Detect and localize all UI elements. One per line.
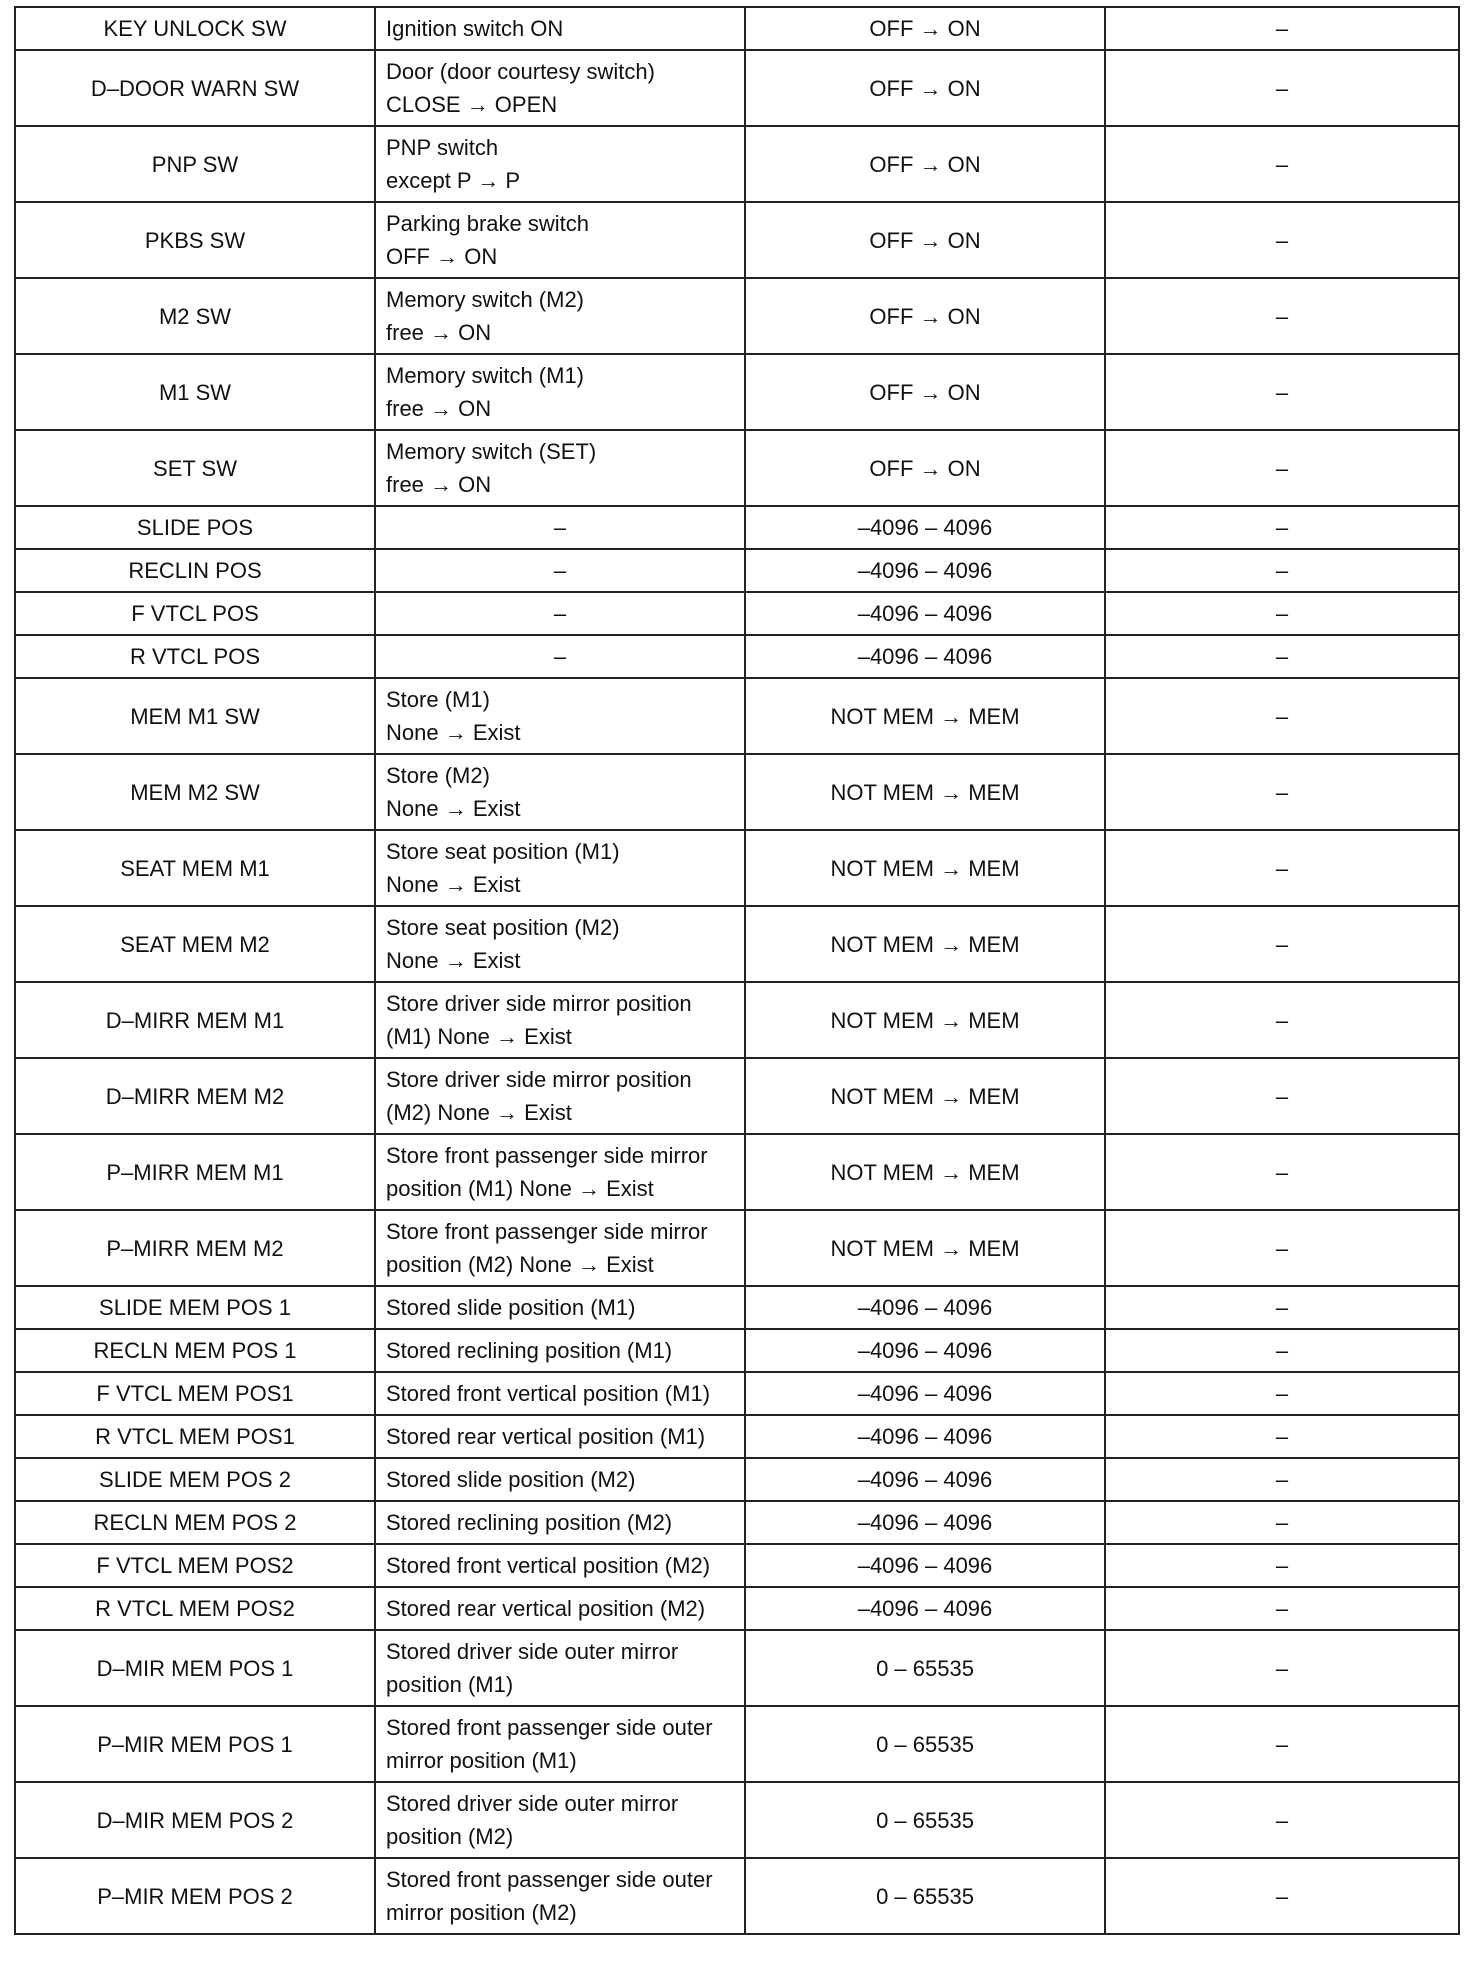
diagnostic-note-cell: – xyxy=(1105,1415,1459,1458)
item-name-cell: SEAT MEM M1 xyxy=(15,830,375,906)
range-cell: –4096 – 4096 xyxy=(745,1415,1105,1458)
table-row xyxy=(15,1587,1459,1630)
measurement-item-cell xyxy=(375,1458,745,1501)
item-name-cell: M2 SW xyxy=(15,278,375,354)
measurement-item-cell xyxy=(375,506,745,549)
measurement-item-line: except P → P xyxy=(386,168,521,193)
measurement-item-line: PNP switch xyxy=(386,135,499,160)
diagnostic-note-cell: – xyxy=(1105,1544,1459,1587)
measurement-item-line: Stored slide position (M1) xyxy=(386,1295,636,1320)
table-row xyxy=(15,1782,1459,1858)
diagnostic-note-cell: – xyxy=(1105,906,1459,982)
measurement-item-cell xyxy=(375,1210,745,1286)
diagnostic-note-cell: – xyxy=(1105,1458,1459,1501)
table-row xyxy=(15,678,1459,754)
item-name-cell: D–MIRR MEM M2 xyxy=(15,1058,375,1134)
measurement-item-cell xyxy=(375,1587,745,1630)
range-cell: –4096 – 4096 xyxy=(745,1329,1105,1372)
measurement-item-line: Stored reclining position (M1) xyxy=(386,1338,673,1363)
diagnostic-note-cell: – xyxy=(1105,982,1459,1058)
measurement-item-cell xyxy=(375,430,745,506)
measurement-item-line: None → Exist xyxy=(386,720,521,745)
measurement-item-cell xyxy=(375,549,745,592)
measurement-item-cell xyxy=(375,1286,745,1329)
measurement-item-line: free → ON xyxy=(386,472,492,497)
diagnostic-note-cell: – xyxy=(1105,1782,1459,1858)
table-row xyxy=(15,1458,1459,1501)
measurement-item-cell xyxy=(375,1058,745,1134)
range-cell: OFF → ON xyxy=(745,202,1105,278)
range-cell: 0 – 65535 xyxy=(745,1706,1105,1782)
range-cell: 0 – 65535 xyxy=(745,1782,1105,1858)
table-row xyxy=(15,635,1459,678)
range-cell: –4096 – 4096 xyxy=(745,1501,1105,1544)
measurement-item-line: – xyxy=(553,558,567,583)
measurement-item-line: Stored front passenger side outer xyxy=(386,1715,713,1740)
measurement-item-line: Stored rear vertical position (M1) xyxy=(386,1424,706,1449)
measurement-item-cell xyxy=(375,1134,745,1210)
range-cell: OFF → ON xyxy=(745,278,1105,354)
item-name-cell: MEM M1 SW xyxy=(15,678,375,754)
item-name-cell: R VTCL MEM POS1 xyxy=(15,1415,375,1458)
diagnostic-note-cell: – xyxy=(1105,635,1459,678)
item-name-cell: SLIDE MEM POS 1 xyxy=(15,1286,375,1329)
measurement-item-line: Stored driver side outer mirror xyxy=(386,1791,679,1816)
measurement-item-line: Parking brake switch xyxy=(386,211,589,236)
diagnostic-note-cell: – xyxy=(1105,202,1459,278)
measurement-item-line: Stored reclining position (M2) xyxy=(386,1510,673,1535)
measurement-item-cell xyxy=(375,7,745,50)
table-row xyxy=(15,1630,1459,1706)
diagnostic-note-cell: – xyxy=(1105,506,1459,549)
range-cell: 0 – 65535 xyxy=(745,1630,1105,1706)
item-name-cell: D–DOOR WARN SW xyxy=(15,50,375,126)
diagnostic-note-cell: – xyxy=(1105,1210,1459,1286)
measurement-item-line: None → Exist xyxy=(386,872,521,897)
measurement-item-cell xyxy=(375,1329,745,1372)
measurement-item-line: Store seat position (M1) xyxy=(386,839,620,864)
measurement-item-line: Stored slide position (M2) xyxy=(386,1467,636,1492)
measurement-item-line: – xyxy=(553,515,567,540)
item-name-cell: D–MIR MEM POS 2 xyxy=(15,1782,375,1858)
item-name-cell: SEAT MEM M2 xyxy=(15,906,375,982)
data-list-table xyxy=(14,6,1460,1935)
diagnostic-note-cell: – xyxy=(1105,830,1459,906)
measurement-item-line: Store driver side mirror position xyxy=(386,1067,692,1092)
diagnostic-note-cell: – xyxy=(1105,1630,1459,1706)
range-cell: NOT MEM → MEM xyxy=(745,1210,1105,1286)
measurement-item-line: Store front passenger side mirror xyxy=(386,1219,708,1244)
measurement-item-line: Memory switch (M1) xyxy=(386,363,585,388)
diagnostic-note-cell: – xyxy=(1105,7,1459,50)
diagnostic-note-cell: – xyxy=(1105,592,1459,635)
measurement-item-cell xyxy=(375,50,745,126)
measurement-item-line: Ignition switch ON xyxy=(386,16,564,41)
range-cell: –4096 – 4096 xyxy=(745,592,1105,635)
item-name-cell: MEM M2 SW xyxy=(15,754,375,830)
item-name-cell: RECLN MEM POS 1 xyxy=(15,1329,375,1372)
table-row xyxy=(15,549,1459,592)
table-row xyxy=(15,1544,1459,1587)
measurement-item-line: – xyxy=(553,644,567,669)
table-row xyxy=(15,278,1459,354)
measurement-item-line: Store front passenger side mirror xyxy=(386,1143,708,1168)
measurement-item-cell xyxy=(375,982,745,1058)
item-name-cell: M1 SW xyxy=(15,354,375,430)
range-cell: NOT MEM → MEM xyxy=(745,1134,1105,1210)
diagnostic-note-cell: – xyxy=(1105,549,1459,592)
range-cell: –4096 – 4096 xyxy=(745,635,1105,678)
measurement-item-cell xyxy=(375,1782,745,1858)
range-cell: NOT MEM → MEM xyxy=(745,678,1105,754)
measurement-item-cell xyxy=(375,202,745,278)
table-row xyxy=(15,1415,1459,1458)
measurement-item-cell xyxy=(375,635,745,678)
item-name-cell: R VTCL MEM POS2 xyxy=(15,1587,375,1630)
measurement-item-line: None → Exist xyxy=(386,796,521,821)
table-row xyxy=(15,1858,1459,1934)
measurement-item-cell xyxy=(375,1858,745,1934)
item-name-cell: RECLN MEM POS 2 xyxy=(15,1501,375,1544)
range-cell: NOT MEM → MEM xyxy=(745,982,1105,1058)
measurement-item-line: mirror position (M2) xyxy=(386,1900,577,1925)
range-cell: –4096 – 4096 xyxy=(745,1544,1105,1587)
table-row xyxy=(15,1329,1459,1372)
measurement-item-line: Store driver side mirror position xyxy=(386,991,692,1016)
measurement-item-line: Stored driver side outer mirror xyxy=(386,1639,679,1664)
item-name-cell: SET SW xyxy=(15,430,375,506)
measurement-item-line: Store (M1) xyxy=(386,687,490,712)
range-cell: NOT MEM → MEM xyxy=(745,906,1105,982)
range-cell: OFF → ON xyxy=(745,430,1105,506)
range-cell: –4096 – 4096 xyxy=(745,1286,1105,1329)
measurement-item-cell xyxy=(375,754,745,830)
table-body xyxy=(15,7,1459,1934)
diagnostic-note-cell: – xyxy=(1105,754,1459,830)
diagnostic-note-cell: – xyxy=(1105,278,1459,354)
measurement-item-cell xyxy=(375,592,745,635)
range-cell: OFF → ON xyxy=(745,126,1105,202)
measurement-item-line: position (M1) None → Exist xyxy=(386,1176,654,1201)
measurement-item-cell xyxy=(375,126,745,202)
item-name-cell: RECLIN POS xyxy=(15,549,375,592)
table-row xyxy=(15,1501,1459,1544)
diagnostic-note-cell: – xyxy=(1105,1372,1459,1415)
diagnostic-note-cell: – xyxy=(1105,430,1459,506)
range-cell: NOT MEM → MEM xyxy=(745,1058,1105,1134)
measurement-item-line: position (M2) xyxy=(386,1824,514,1849)
measurement-item-line: OFF → ON xyxy=(386,244,498,269)
measurement-item-line: Memory switch (M2) xyxy=(386,287,585,312)
item-name-cell: SLIDE MEM POS 2 xyxy=(15,1458,375,1501)
table-row xyxy=(15,1286,1459,1329)
diagnostic-note-cell: – xyxy=(1105,1058,1459,1134)
table-row xyxy=(15,126,1459,202)
diagnostic-note-cell: – xyxy=(1105,1587,1459,1630)
range-cell: –4096 – 4096 xyxy=(745,549,1105,592)
measurement-item-line: (M1) None → Exist xyxy=(386,1024,572,1049)
diagnostic-note-cell: – xyxy=(1105,1706,1459,1782)
measurement-item-line: mirror position (M1) xyxy=(386,1748,577,1773)
range-cell: –4096 – 4096 xyxy=(745,506,1105,549)
measurement-item-line: free → ON xyxy=(386,396,492,421)
measurement-item-line: Stored front vertical position (M2) xyxy=(386,1553,711,1578)
item-name-cell: SLIDE POS xyxy=(15,506,375,549)
table-row xyxy=(15,592,1459,635)
measurement-item-cell xyxy=(375,354,745,430)
measurement-item-cell xyxy=(375,1630,745,1706)
table-row xyxy=(15,202,1459,278)
item-name-cell: P–MIR MEM POS 2 xyxy=(15,1858,375,1934)
item-name-cell: R VTCL POS xyxy=(15,635,375,678)
table-row xyxy=(15,1372,1459,1415)
item-name-cell: PKBS SW xyxy=(15,202,375,278)
measurement-item-line: position (M2) None → Exist xyxy=(386,1252,654,1277)
range-cell: OFF → ON xyxy=(745,50,1105,126)
table-row xyxy=(15,1058,1459,1134)
diagnostic-note-cell: – xyxy=(1105,126,1459,202)
table-row xyxy=(15,1210,1459,1286)
item-name-cell: F VTCL MEM POS1 xyxy=(15,1372,375,1415)
measurement-item-cell xyxy=(375,1544,745,1587)
table-row xyxy=(15,50,1459,126)
measurement-item-line: position (M1) xyxy=(386,1672,514,1697)
measurement-item-line: free → ON xyxy=(386,320,492,345)
range-cell: –4096 – 4096 xyxy=(745,1372,1105,1415)
table-row xyxy=(15,1134,1459,1210)
range-cell: –4096 – 4096 xyxy=(745,1587,1105,1630)
range-cell: 0 – 65535 xyxy=(745,1858,1105,1934)
measurement-item-cell xyxy=(375,278,745,354)
measurement-item-cell xyxy=(375,906,745,982)
diagnostic-note-cell: – xyxy=(1105,1501,1459,1544)
item-name-cell: KEY UNLOCK SW xyxy=(15,7,375,50)
measurement-item-line: Stored rear vertical position (M2) xyxy=(386,1596,706,1621)
measurement-item-cell xyxy=(375,1415,745,1458)
range-cell: OFF → ON xyxy=(745,7,1105,50)
item-name-cell: PNP SW xyxy=(15,126,375,202)
table-row xyxy=(15,754,1459,830)
measurement-item-cell xyxy=(375,1501,745,1544)
measurement-item-cell xyxy=(375,1706,745,1782)
item-name-cell: F VTCL POS xyxy=(15,592,375,635)
measurement-item-cell xyxy=(375,678,745,754)
range-cell: NOT MEM → MEM xyxy=(745,754,1105,830)
diagnostic-note-cell: – xyxy=(1105,1134,1459,1210)
table-row xyxy=(15,906,1459,982)
measurement-item-line: CLOSE → OPEN xyxy=(386,92,558,117)
diagnostic-note-cell: – xyxy=(1105,354,1459,430)
table-row xyxy=(15,830,1459,906)
range-cell: OFF → ON xyxy=(745,354,1105,430)
table-row xyxy=(15,506,1459,549)
item-name-cell: P–MIR MEM POS 1 xyxy=(15,1706,375,1782)
table-row xyxy=(15,7,1459,50)
table-row xyxy=(15,982,1459,1058)
measurement-item-line: Store seat position (M2) xyxy=(386,915,620,940)
item-name-cell: D–MIR MEM POS 1 xyxy=(15,1630,375,1706)
measurement-item-line: Store (M2) xyxy=(386,763,490,788)
measurement-item-line: Memory switch (SET) xyxy=(386,439,597,464)
item-name-cell: P–MIRR MEM M1 xyxy=(15,1134,375,1210)
table-row xyxy=(15,1706,1459,1782)
measurement-item-line: Stored front vertical position (M1) xyxy=(386,1381,711,1406)
measurement-item-cell xyxy=(375,1372,745,1415)
range-cell: NOT MEM → MEM xyxy=(745,830,1105,906)
measurement-item-line: Door (door courtesy switch) xyxy=(386,59,655,84)
measurement-item-line: (M2) None → Exist xyxy=(386,1100,572,1125)
measurement-item-line: Stored front passenger side outer xyxy=(386,1867,713,1892)
measurement-item-line: – xyxy=(553,601,567,626)
diagnostic-note-cell: – xyxy=(1105,1329,1459,1372)
measurement-item-line: None → Exist xyxy=(386,948,521,973)
item-name-cell: D–MIRR MEM M1 xyxy=(15,982,375,1058)
diagnostic-note-cell: – xyxy=(1105,1286,1459,1329)
diagnostic-note-cell: – xyxy=(1105,678,1459,754)
diagnostic-note-cell: – xyxy=(1105,50,1459,126)
range-cell: –4096 – 4096 xyxy=(745,1458,1105,1501)
table-row xyxy=(15,354,1459,430)
table-row xyxy=(15,430,1459,506)
diagnostic-note-cell: – xyxy=(1105,1858,1459,1934)
item-name-cell: P–MIRR MEM M2 xyxy=(15,1210,375,1286)
item-name-cell: F VTCL MEM POS2 xyxy=(15,1544,375,1587)
measurement-item-cell xyxy=(375,830,745,906)
